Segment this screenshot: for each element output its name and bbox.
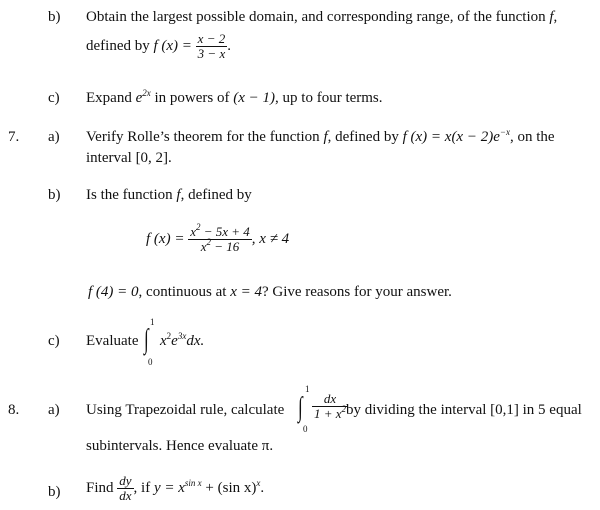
- q7c-integrand: [160, 332, 204, 350]
- q7c-label: c): [48, 333, 60, 349]
- q8b-pre: Find: [86, 480, 114, 496]
- q7b-f: f: [176, 187, 181, 203]
- q8a-numerator: dx: [312, 392, 348, 407]
- q7b-den-rest: − 16: [210, 239, 240, 254]
- q7b-line3: [88, 283, 452, 301]
- q7c-e-sup: 3x: [177, 331, 187, 341]
- q8b-label: b): [48, 484, 61, 500]
- q6c-tail: , up to four terms.: [275, 90, 383, 106]
- q8a-den-sup: 2: [341, 404, 347, 414]
- q6b-lhs: f (x) =: [153, 37, 192, 54]
- q7a-post: , on the: [509, 129, 555, 145]
- q7b-den-sup: 2: [206, 237, 211, 247]
- q6b-label: b): [48, 9, 61, 25]
- q7a-pre: Verify Rolle’s theorem for the function: [86, 129, 320, 145]
- q7b-den-x: x: [200, 239, 207, 254]
- q8b-y-sup: sin x: [184, 478, 202, 488]
- q7c-e: e: [171, 333, 178, 349]
- q7a-exp: −x: [499, 127, 510, 137]
- q8b-period: .: [260, 480, 265, 496]
- q7c-lower-limit: 0: [148, 357, 153, 367]
- q6b-f: f: [549, 9, 554, 25]
- q8a-fraction: [312, 392, 348, 421]
- q7b-num-sup: 2: [195, 222, 201, 232]
- q7b-f4: f (4) = 0: [88, 284, 139, 300]
- q7b-post: , defined by: [180, 187, 252, 203]
- q8b-plus: + (sin x): [201, 480, 257, 496]
- q6b-line1: [86, 8, 557, 26]
- q8a-pre: Using Trapezoidal rule, calculate: [86, 402, 285, 418]
- q7a-f: f: [323, 129, 328, 145]
- q7a-line2: interval [0, 2].: [86, 150, 172, 166]
- q7b-fraction: [188, 222, 252, 254]
- q7b-denominator: [188, 237, 252, 254]
- q7-number: 7.: [8, 129, 20, 145]
- q6b-line2-pre: defined by: [86, 37, 150, 54]
- q7c-x-sup: 2: [166, 331, 172, 341]
- q6c-post: in powers of: [150, 90, 234, 106]
- q7a-expr: f (x) = x(x − 2)e: [402, 129, 500, 145]
- q6c-paren: (x − 1): [233, 90, 276, 106]
- q6b-numerator: x − 2: [197, 31, 226, 46]
- q7b-lhs: f (x) =: [146, 230, 185, 247]
- q8a-upper-limit: 1: [305, 384, 310, 394]
- q7b-cont: , continuous at: [138, 284, 231, 300]
- q7c-x: x: [160, 333, 167, 349]
- q7b-numerator: [188, 222, 252, 240]
- q8a-fraction-and-text: [312, 392, 348, 421]
- q7c-pre: Evaluate: [86, 333, 139, 349]
- q8a-label: a): [48, 402, 60, 418]
- q8a-denominator: [312, 404, 348, 421]
- q7b-num-x: x: [190, 224, 196, 239]
- q7a-line1: [86, 128, 555, 146]
- q8b-y: y = x: [153, 480, 185, 496]
- q6c-exp: 2x: [142, 88, 151, 98]
- q6b-denominator: 3 − x: [197, 46, 226, 61]
- q7b-equation: [146, 222, 290, 254]
- q8-number: 8.: [8, 402, 20, 418]
- q8a-den-base: 1 + x: [314, 406, 342, 421]
- q7b-condition: , x ≠ 4: [251, 230, 290, 247]
- q6c-e: e: [135, 90, 143, 106]
- q7b-line1: [86, 186, 252, 204]
- q7a-mid: , defined by: [327, 129, 399, 145]
- q8a-lower-limit: 0: [303, 424, 308, 434]
- q8b-plus-sup: x: [256, 478, 261, 488]
- q7b-reasons: ? Give reasons for your answer.: [261, 284, 452, 300]
- q6c-label: c): [48, 90, 60, 106]
- q7b-pre: Is the function: [86, 187, 173, 203]
- q7b-num-rest: − 5x + 4: [200, 224, 250, 239]
- q6c-line: [86, 89, 383, 107]
- q8a-integral-sign: ∫: [298, 392, 303, 423]
- q6b-period: .: [227, 37, 231, 54]
- q8a-line2: subintervals. Hence evaluate π.: [86, 438, 274, 454]
- q6b-line1-text: Obtain the largest possible domain, and corresponding range, of the function: [86, 9, 546, 25]
- q6c-pre: Expand: [86, 90, 132, 106]
- q8b-mid: , if: [133, 480, 154, 496]
- q7a-label: a): [48, 129, 60, 145]
- q8b-line: [86, 471, 264, 505]
- q6b-comma: ,: [553, 9, 558, 25]
- q7c-upper-limit: 1: [150, 317, 155, 327]
- q7c-dx: dx.: [186, 333, 205, 349]
- q7b-x4: x = 4: [230, 284, 262, 300]
- q7b-label: b): [48, 187, 61, 203]
- q6b-fraction: [196, 32, 228, 61]
- q8b-numerator: dy: [119, 473, 132, 489]
- q7c-integral-sign: ∫: [144, 324, 149, 355]
- q8b-fraction: [117, 474, 133, 503]
- q8a-post: by dividing the interval [0,1] in 5 equal: [346, 402, 582, 418]
- q8b-denominator: dx: [119, 488, 132, 504]
- q6b-line2: [86, 32, 231, 61]
